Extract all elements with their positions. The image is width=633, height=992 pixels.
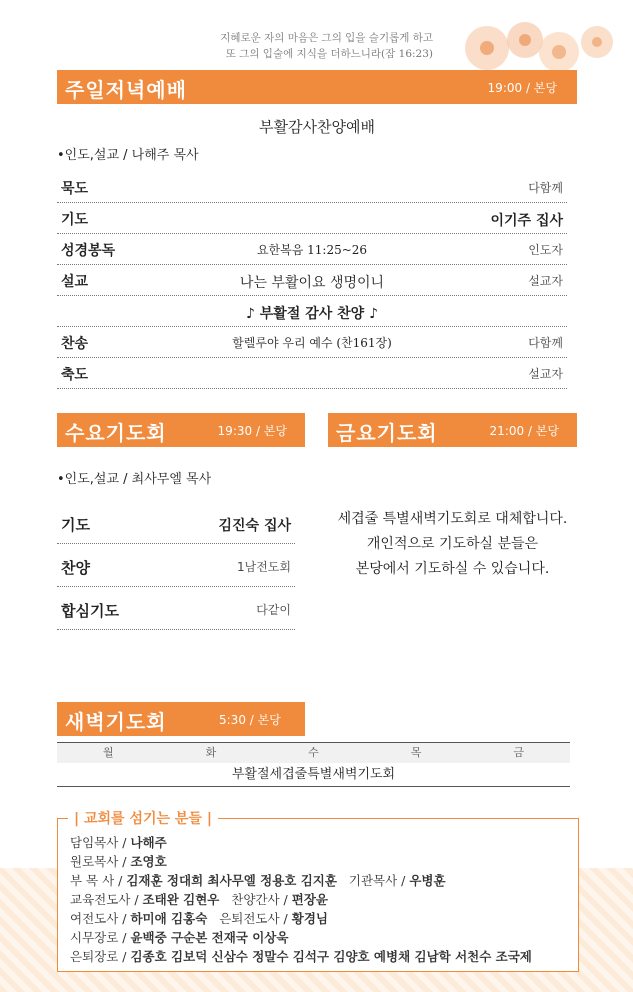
order-person: 다같이 [256, 603, 291, 617]
service-name: 부활감사찬양예배 [259, 118, 375, 136]
order-person: 다함께 [528, 181, 563, 195]
staff-names: 조태완 김현우 [142, 892, 220, 907]
sunday-evening-header [57, 70, 577, 104]
staff-title: 교회를 섬기는 분들 [84, 811, 202, 827]
section-title: 새벽기도회 [65, 710, 167, 734]
day-wed: 수 [308, 746, 319, 759]
notice-line-1: 세겹줄 특별새벽기도회로 대체합니다. [337, 511, 568, 527]
staff-role: 시무장로 / [70, 930, 131, 945]
staff-title-wrap [68, 808, 218, 828]
staff-line [70, 890, 532, 909]
order-item: 성경봉독 [61, 243, 116, 259]
order-person: 1남전도회 [236, 560, 291, 574]
order-item: 축도 [61, 367, 89, 383]
staff-names: 조영호 [130, 854, 167, 869]
friday-header [328, 413, 577, 447]
order-person: 이기주 집사 [490, 213, 563, 229]
wednesday-header [57, 413, 305, 447]
order-content: ♪ 부활절 감사 찬양 ♪ [245, 306, 379, 322]
staff-role: 은퇴전도사 / [207, 911, 292, 926]
order-item: 찬양 [61, 559, 90, 577]
order-item: 합심기도 [61, 602, 119, 620]
staff-role: 여전도사 / [70, 911, 131, 926]
day-mon: 월 [102, 746, 114, 759]
staff-names: 우병훈 [409, 873, 446, 888]
staff-role: 원로목사 / [70, 854, 131, 869]
wednesday-order-row [57, 548, 295, 587]
staff-role: 부 목 사 / [70, 873, 127, 888]
staff-line [70, 909, 532, 928]
sunday-order-row [57, 265, 567, 296]
staff-names: 김종호 김보덕 신삼수 정말수 김석구 김양호 예병채 김남학 서천수 조국제 [130, 949, 532, 964]
sunday-order-row [57, 234, 567, 265]
staff-role: 기관목사 / [336, 873, 410, 888]
dawn-program: 부활절세겹줄특별새벽기도회 [231, 767, 396, 782]
staff-names: 편장윤 [291, 892, 328, 907]
order-person: 김진숙 집사 [218, 518, 291, 534]
section-title: 금요기도회 [336, 421, 438, 445]
sunday-order-row [57, 296, 567, 327]
staff-role: 교육전도사 / [70, 892, 143, 907]
order-person: 설교자 [528, 274, 563, 288]
dawn-days [57, 743, 570, 763]
wednesday-leader: •인도,설교 / 최사무엘 목사 [57, 472, 212, 487]
wednesday-order-row [57, 505, 295, 544]
staff-title-bracket-left: | [74, 811, 84, 827]
section-title: 주일저녁예배 [65, 78, 187, 102]
verse-line-1: 지혜로운 자의 마음은 그의 입을 슬기롭게 하고 [220, 32, 433, 44]
staff-line [70, 852, 532, 871]
dawn-table [57, 742, 570, 787]
dawn-header [57, 702, 305, 736]
staff-role: 담임목사 / [70, 835, 131, 850]
order-content: 나는 부활이요 생명이니 [239, 275, 385, 291]
staff-line [70, 833, 532, 852]
verse-line-2: 또 그의 입술에 지식을 더하느니라(잠 16:23) [225, 48, 433, 60]
staff-names: 윤백중 구순본 전재국 이상욱 [130, 930, 289, 945]
section-time: 19:00 / 본당 [487, 81, 557, 95]
section-time: 21:00 / 본당 [489, 424, 559, 438]
sunday-order-row [57, 203, 567, 234]
order-item: 기도 [61, 516, 90, 534]
order-item: 찬송 [61, 336, 89, 352]
wednesday-order-row [57, 591, 295, 630]
notice-line-2: 개인적으로 기도하실 분들은 [366, 536, 539, 552]
staff-role: 찬양간사 / [219, 892, 292, 907]
staff-list [70, 833, 532, 966]
sunday-leader: •인도,설교 / 나해주 목사 [57, 148, 199, 163]
section-time: 19:30 / 본당 [217, 424, 287, 438]
order-person: 설교자 [528, 367, 563, 381]
order-item: 묵도 [61, 181, 89, 197]
order-item: 기도 [61, 212, 89, 228]
staff-line [70, 947, 532, 966]
order-content: 할렐루야 우리 예수 (찬161장) [232, 336, 392, 350]
sunday-order-row [57, 327, 567, 358]
sunday-order-row [57, 172, 567, 203]
sunday-order-row [57, 358, 567, 389]
section-time: 5:30 / 본당 [219, 713, 281, 727]
section-title: 수요기도회 [65, 421, 167, 445]
day-fri: 금 [513, 746, 524, 759]
order-person: 인도자 [528, 243, 563, 257]
order-content: 요한복음 11:25~26 [256, 243, 368, 257]
staff-role: 은퇴장로 / [70, 949, 131, 964]
order-person: 다함께 [528, 336, 563, 350]
staff-line [70, 871, 532, 890]
staff-names: 나해주 [130, 835, 167, 850]
order-item: 설교 [61, 274, 89, 290]
day-tue: 화 [205, 746, 217, 759]
friday-notice [328, 507, 577, 582]
staff-line [70, 928, 532, 947]
notice-line-3: 본당에서 기도하실 수 있습니다. [355, 561, 550, 577]
staff-names: 하미애 김홍숙 [130, 911, 208, 926]
day-thu: 목 [410, 746, 422, 759]
staff-names: 황경님 [291, 911, 328, 926]
bible-verse [220, 30, 433, 62]
staff-title-bracket-right: | [201, 811, 212, 827]
staff-names: 김재훈 정대희 최사무엘 정용호 김지훈 [126, 873, 337, 888]
